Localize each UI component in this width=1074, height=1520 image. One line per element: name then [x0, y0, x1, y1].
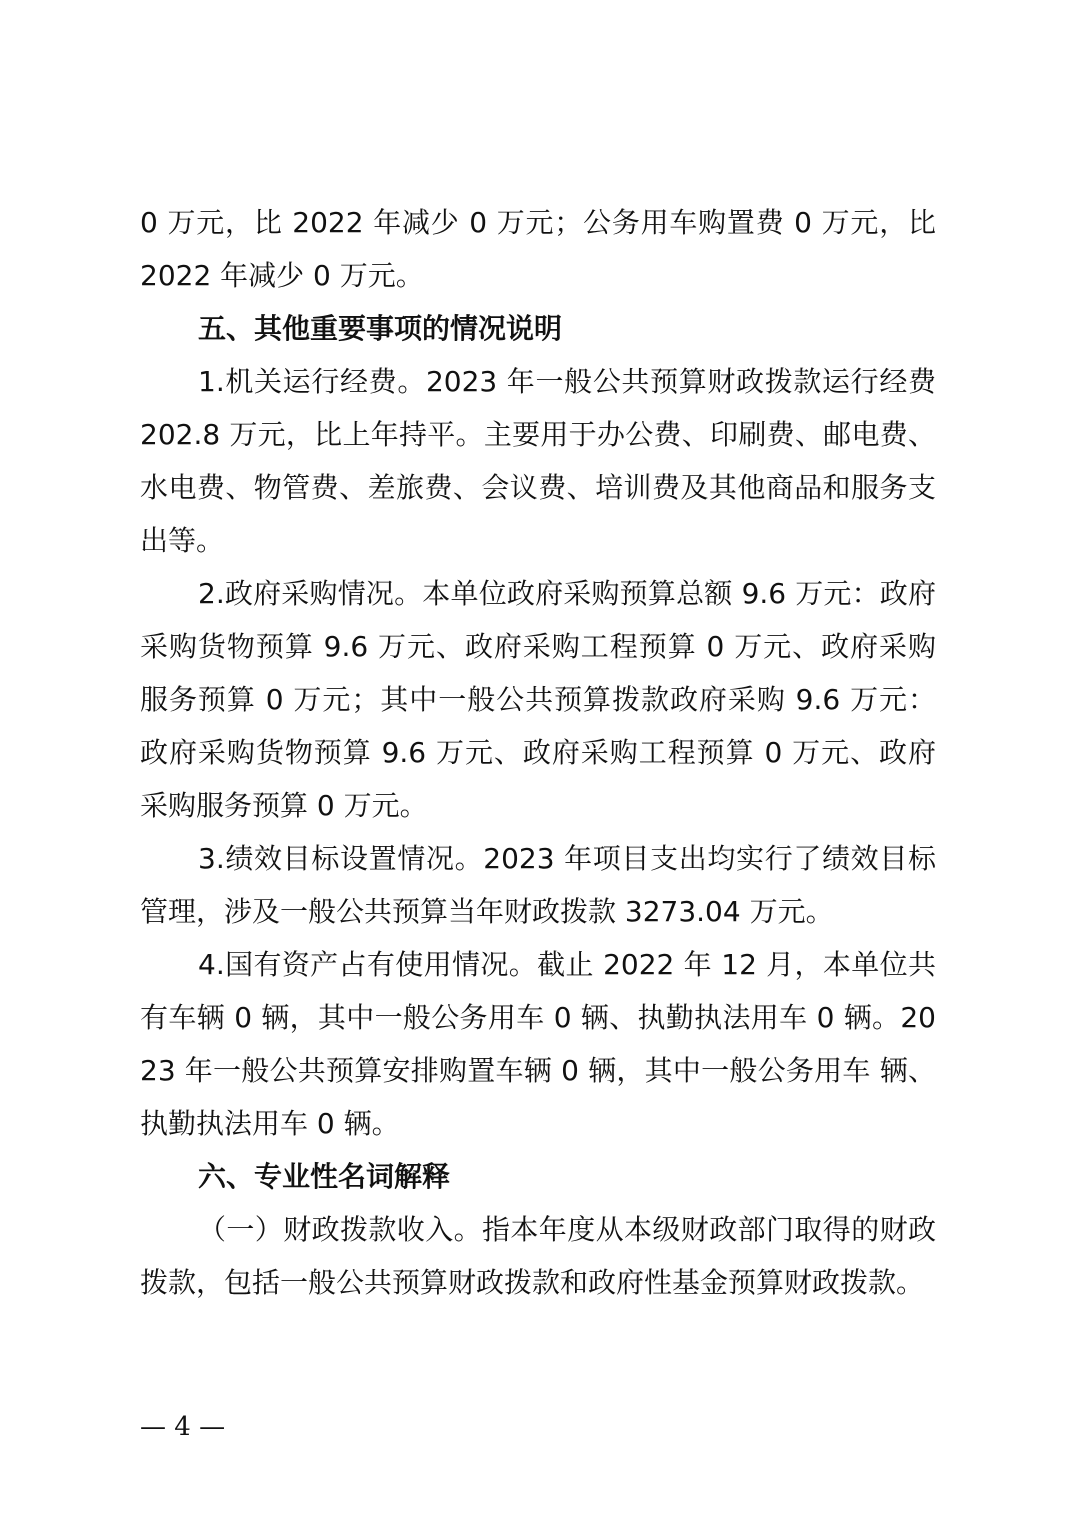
section-heading-6: 六、专业性名词解释	[198, 1160, 451, 1193]
paragraph-intro: 0 万元，比 2022 年减少 0 万元；公务用车购置费 0 万元，比 2022 年减少 0 万元。	[140, 206, 936, 292]
paragraph-government-procurement: 2.政府采购情况。本单位政府采购预算总额 9.6 万元：政府采购货物预算 9.6 万元、政府采购工程预算 0 万元、政府采购服务预算 0 万元；其中一般公共预算拨款政府采购 9.6 万元：政府采购货物预算 9.6 万元、政府采购工程预算 0 万元、政府采购服务预算 0 万元。	[140, 577, 936, 822]
paragraph-operating-expenses: 1.机关运行经费。2023 年一般公共预算财政拨款运行经费 202.8 万元，比上年持平。主要用于办公费、印刷费、邮电费、水电费、物管费、差旅费、会议费、培训费及其他商品和服务支出等。	[140, 365, 936, 557]
paragraph-state-assets: 4.国有资产占有使用情况。截止 2022 年 12 月，本单位共有车辆 0 辆，其中一般公务用车 0 辆、执勤执法用车 0 辆。2023 年一般公共预算安排购置车辆 0 辆，其中一般公务用车 辆、执勤执法用车 0 辆。	[140, 948, 936, 1140]
document-body	[140, 196, 936, 1309]
paragraph-fiscal-appropriation-income: （一）财政拨款收入。指本年度从本级财政部门取得的财政拨款，包括一般公共预算财政拨款和政府性基金预算财政拨款。	[140, 1213, 936, 1299]
section-heading-5: 五、其他重要事项的情况说明	[198, 312, 563, 345]
paragraph-performance-targets: 3.绩效目标设置情况。2023 年项目支出均实行了绩效目标管理，涉及一般公共预算当年财政拨款 3273.04 万元。	[140, 842, 936, 928]
page-number: — 4 —	[140, 1412, 226, 1442]
